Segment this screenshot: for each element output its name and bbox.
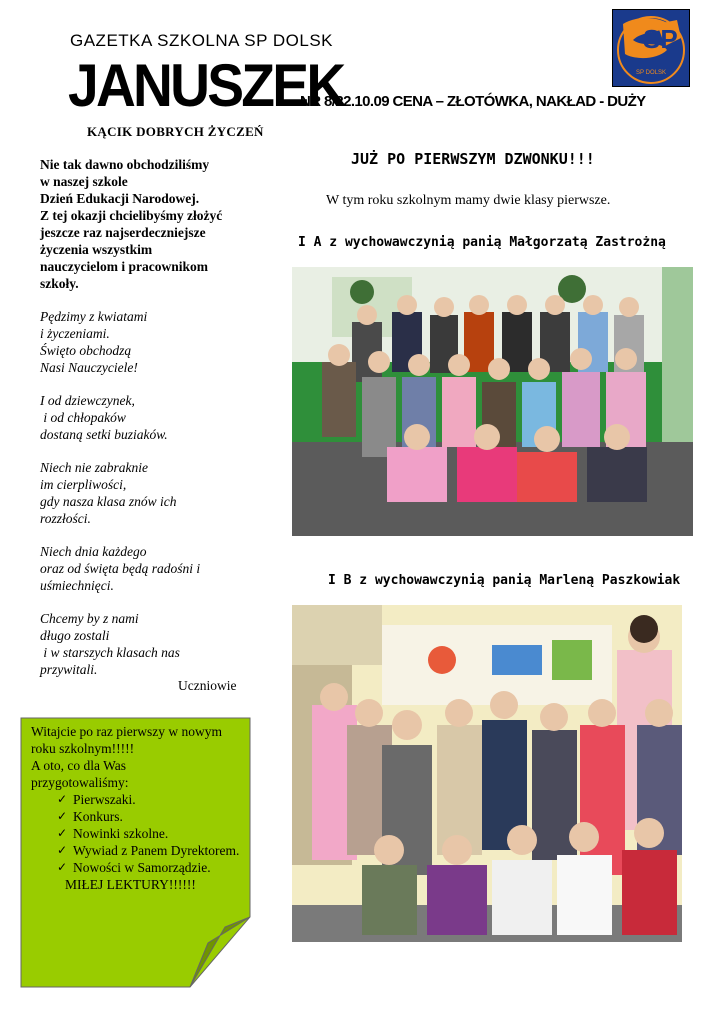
poem-line: rozzłości. xyxy=(40,511,91,526)
class-1b-photo xyxy=(292,605,682,942)
poem-line: uśmiechnięci. xyxy=(40,578,114,593)
poem-stanza xyxy=(40,392,260,443)
intro-line: w naszej szkole xyxy=(40,174,128,189)
poem-line: gdy nasza klasa znów ich xyxy=(40,494,177,509)
poem-line: i od chłopaków xyxy=(40,410,126,425)
signature: Uczniowie xyxy=(178,678,237,693)
poem-line: Niech nie zabraknie xyxy=(40,460,148,475)
checkmark-icon: ✓ xyxy=(57,860,68,874)
issue-info: NR 8/22.10.09 CENA – ZŁOTÓWKA, NAKŁAD - DUŻY xyxy=(300,93,646,110)
poem-line: Niech dnia każdego xyxy=(40,544,147,559)
intro-line: życzenia wszystkim xyxy=(40,242,153,257)
list-item-label: Wywiad z Panem Dyrektorem. xyxy=(73,843,240,858)
poem-line: I od dziewczynek, xyxy=(40,393,135,408)
sticky-note-text xyxy=(31,723,246,893)
newspaper-title: JANUSZEK xyxy=(68,52,344,119)
poem-line: Nasi Nauczyciele! xyxy=(40,360,138,375)
poem-stanza xyxy=(40,610,260,678)
school-logo xyxy=(612,9,690,87)
intro-line: jeszcze raz najserdeczniejsze xyxy=(40,225,206,240)
poem-stanza xyxy=(40,459,260,527)
poem-line: im cierpliwości, xyxy=(40,477,127,492)
list-item-label: Nowości w Samorządzie. xyxy=(73,860,211,875)
list-item xyxy=(31,808,246,825)
intro-line: nauczycielom i pracownikom xyxy=(40,259,208,274)
photo-caption-1b: I B z wychowawczynią panią Marleną Paszkowiak xyxy=(328,573,681,588)
note-intro-line: A oto, co dla Was xyxy=(31,758,127,773)
list-item-label: Konkurs. xyxy=(73,809,123,824)
poem-line: Chcemy by z nami xyxy=(40,611,139,626)
poem-line: i życzeniami. xyxy=(40,326,110,341)
intro-line: Nie tak dawno obchodziliśmy xyxy=(40,157,210,172)
checkmark-icon: ✓ xyxy=(57,843,68,857)
intro-line: szkoły. xyxy=(40,276,79,291)
note-intro-line: Witajcie po raz pierwszy w nowym xyxy=(31,724,223,739)
list-item-label: Pierwszaki. xyxy=(73,792,136,807)
list-item-label: Nowinki szkolne. xyxy=(73,826,169,841)
list-item xyxy=(31,842,246,859)
list-item xyxy=(31,859,246,876)
photo-caption-1a: I A z wychowawczynią panią Małgorzatą Zastrożną xyxy=(298,235,666,250)
poem-stanza xyxy=(40,543,260,594)
poem-line: oraz od święta będą radośni i xyxy=(40,561,201,576)
checkmark-icon: ✓ xyxy=(57,792,68,806)
class-1a-photo xyxy=(292,267,693,536)
article-headline: JUŻ PO PIERWSZYM DZWONKU!!! xyxy=(351,150,595,168)
article-sentence: W tym roku szkolnym mamy dwie klasy pierwsze. xyxy=(326,193,611,208)
poem-line: Pędzimy z kwiatami xyxy=(40,309,148,324)
wishes-intro xyxy=(40,156,272,292)
logo-ring-text: SP DOLSK xyxy=(636,70,666,76)
poem-line: Święto obchodzą xyxy=(40,343,132,358)
newspaper-subtitle: GAZETKA SZKOLNA SP DOLSK xyxy=(70,31,333,50)
list-item xyxy=(31,825,246,842)
poem-line: dostaną setki buziaków. xyxy=(40,427,168,442)
note-intro-line: przygotowaliśmy: xyxy=(31,775,129,790)
intro-line: Dzień Edukacji Narodowej. xyxy=(40,191,200,206)
intro-line: Z tej okazji chcielibyśmy złożyć xyxy=(40,208,223,223)
poem-line: długo zostali xyxy=(40,628,110,643)
list-item xyxy=(31,791,246,808)
poem-line: i w starszych klasach nas xyxy=(40,645,180,660)
note-intro-line: roku szkolnym!!!!! xyxy=(31,741,135,756)
poem-line: przywitali. xyxy=(40,662,98,677)
poem xyxy=(40,308,260,694)
checkmark-icon: ✓ xyxy=(57,826,68,840)
logo-sp-text: SP xyxy=(643,24,678,54)
poem-stanza xyxy=(40,308,260,376)
section-heading-wishes: KĄCIK DOBRYCH ŻYCZEŃ xyxy=(87,124,264,139)
closing-text: MIŁEJ LEKTURY!!!!!! xyxy=(65,877,196,892)
checkmark-icon: ✓ xyxy=(57,809,68,823)
contents-list xyxy=(31,791,246,876)
